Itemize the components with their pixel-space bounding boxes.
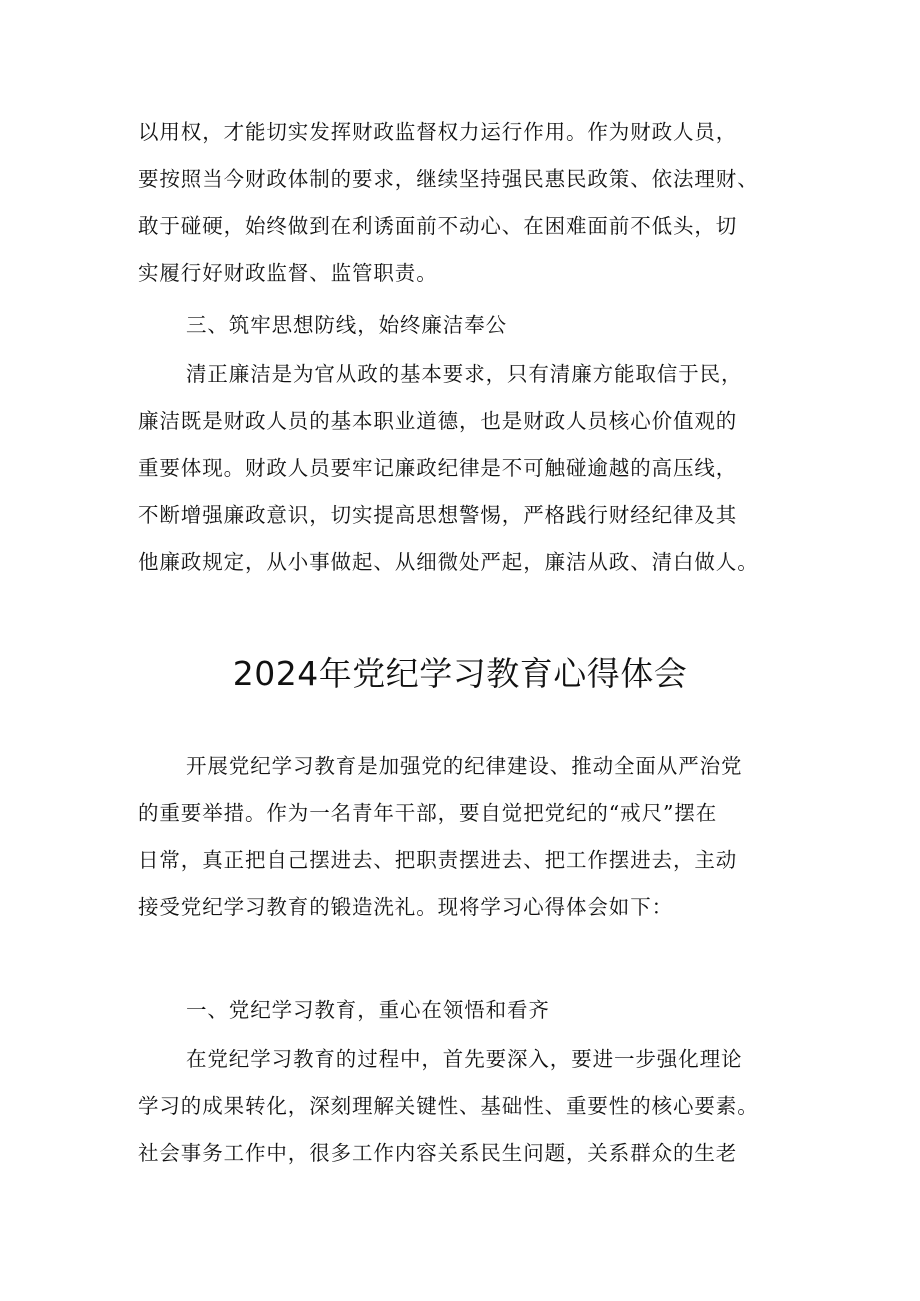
paragraph-line: 的重要举措。作为一名青年干部，要自觉把党纪的“戒尺”摆在 <box>138 801 718 825</box>
paragraph-line: 学习的成果转化，深刻理解关键性、基础性、重要性的核心要素。 <box>138 1094 759 1118</box>
paragraph-line: 开展党纪学习教育是加强党的纪律建设、推动全面从严治党 <box>186 754 743 778</box>
paragraph-line: 日常，真正把自己摆进去、把职责摆进去、把工作摆进去，主动 <box>138 848 738 872</box>
paragraph-line: 在党纪学习教育的过程中，首先要深入，要进一步强化理论 <box>186 1047 743 1071</box>
paragraph-line: 要按照当今财政体制的要求，继续坚持强民惠民政策、依法理财、 <box>138 167 759 191</box>
document-title: 2024年党纪学习教育心得体会 <box>232 654 688 693</box>
paragraph-line: 敢于碰硬，始终做到在利诱面前不动心、在困难面前不低头，切 <box>138 214 738 238</box>
section-heading: 一、党纪学习教育，重心在领悟和看齐 <box>186 998 550 1022</box>
paragraph-line: 接受党纪学习教育的锻造洗礼。现将学习心得体会如下： <box>138 895 673 919</box>
paragraph-line: 实履行好财政监督、监管职责。 <box>138 261 438 285</box>
paragraph-line: 以用权，才能切实发挥财政监督权力运行作用。作为财政人员， <box>138 120 738 144</box>
section-heading: 三、筑牢思想防线，始终廉洁奉公 <box>186 313 507 337</box>
paragraph-line: 他廉政规定，从小事做起、从细微处严起，廉洁从政、清白做人。 <box>138 550 759 574</box>
paragraph-line: 清正廉洁是为官从政的基本要求，只有清廉方能取信于民， <box>186 362 743 386</box>
paragraph-line: 不断增强廉政意识，切实提高思想警惕，严格践行财经纪律及其 <box>138 503 738 527</box>
paragraph-line: 社会事务工作中，很多工作内容关系民生问题，关系群众的生老 <box>138 1141 738 1165</box>
paragraph-line: 廉洁既是财政人员的基本职业道德，也是财政人员核心价值观的 <box>138 409 738 433</box>
paragraph-line: 重要体现。财政人员要牢记廉政纪律是不可触碰逾越的高压线， <box>138 456 738 480</box>
